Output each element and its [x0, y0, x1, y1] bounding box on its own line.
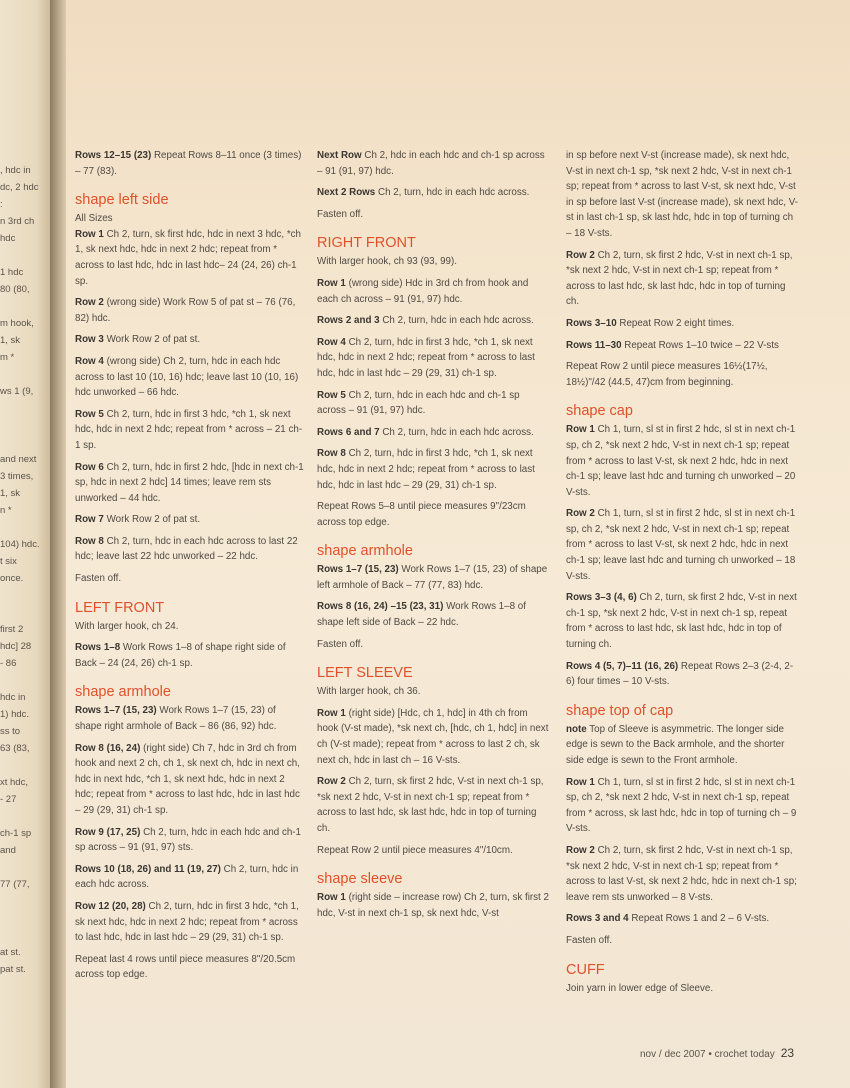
instruction-text: Work Rows 1–8 of shape right side of Back – 24 (24, 26) ch-1 sp. [75, 642, 286, 669]
prev-page-line: ch-1 sp [0, 828, 32, 839]
row-label: Rows 12–15 (23) [75, 150, 152, 161]
prev-page-line: 104) hdc. [0, 539, 40, 550]
row-label: Row 2 [566, 508, 595, 520]
section-heading: LEFT SLEEVE [317, 665, 413, 682]
instruction-paragraph [566, 248, 798, 310]
prev-page-line: n * [0, 505, 12, 516]
prev-page-line: 1, sk [0, 335, 21, 346]
instruction-text: (wrong side) Ch 2, turn, hdc in each hdc across to last 10 (10, 16) hdc; leave last 10 (10, 16) hdc unworked – 66 hdc. [75, 355, 299, 399]
instruction-paragraph [75, 512, 305, 528]
instruction-text: Fasten off. [317, 208, 364, 220]
row-label: Row 2 [317, 776, 346, 788]
row-label: Rows 1–7 (15, 23) [317, 564, 399, 576]
instruction-text: Ch 2, turn, sk first 2 hdc, V-st in next ch-1 sp, *sk next 2 hdc, V-st in next ch-1 sp; repeat from * across to last hdc, sk last hdc, hdc in top of turning ch. [317, 776, 544, 834]
instruction-text: With larger hook, ch 36. [317, 686, 421, 698]
instruction-paragraph [75, 148, 305, 179]
section-heading: shape top of cap [566, 702, 674, 719]
instruction-text: Ch 1, turn, sl st in first 2 hdc, sl st in next ch-1 sp, ch 2, *sk next 2 hdc, V-st in next ch-1 sp, repeat from * across, sk last hdc, hdc in top of turning ch – 9 V-sts. [566, 776, 797, 835]
instruction-paragraph [75, 534, 305, 565]
prev-page-line: pat st. [0, 964, 26, 975]
instruction-paragraph [75, 952, 305, 983]
instruction-text: With larger hook, ch 93 (93, 99). [317, 256, 457, 268]
instruction-text: Ch 2, turn, hdc in first 3 hdc, *ch 1, sk next hdc, hdc in next 2 hdc; repeat from * across to last hdc, hdc in last hdc – 29 (29, 31) ch-1 sp. [75, 900, 299, 944]
instruction-text: Ch 2, turn, sk first 2 hdc, V-st in next ch-1 sp, *sk next 2 hdc, V-st in next ch-1 sp, repeat from * across to last hdc, sk last hdc, hdc in top of turning ch. [566, 592, 797, 651]
row-label: Rows 11–30 [566, 339, 622, 351]
instruction-paragraph [75, 862, 305, 893]
prev-page-line: 80 (80, [0, 284, 30, 295]
row-label: Rows 4 (5, 7)–11 (16, 26) [566, 660, 679, 672]
instruction-text: Join yarn in lower edge of Sleeve. [566, 982, 714, 994]
prev-page-line: hdc [0, 233, 16, 244]
instruction-paragraph [566, 722, 798, 769]
row-label: Rows 2 and 3 [317, 315, 380, 327]
section-heading: shape armhole [75, 684, 171, 701]
row-label: Row 2 [75, 297, 104, 309]
instruction-text: Repeat Rows 1 and 2 – 6 V-sts. [628, 913, 770, 925]
instruction-text: Ch 2, turn, hdc in each hdc across to last 22 hdc; leave last 22 hdc unworked – 22 hdc. [75, 535, 298, 563]
prev-page-line: 1, sk [0, 488, 21, 499]
prev-page-line: ws 1 (9, [0, 386, 34, 397]
instruction-paragraph [75, 619, 305, 635]
instruction-paragraph [317, 276, 549, 307]
instruction-paragraph [317, 890, 549, 921]
instruction-text: Ch 2, turn, hdc in first 2 hdc, [hdc in next ch-1 sp, hdc in next 2 hdc] 14 times; leave rem sts unworked – 44 hdc. [75, 461, 304, 504]
section-heading: CUFF [566, 961, 605, 978]
instruction-paragraph [566, 843, 798, 905]
instruction-text: Ch 2, turn, sk first 2 hdc, V-st in next ch-1 sp, *sk next 2 hdc, V-st in next ch-1 sp; repeat from * across to last V-st, sk next 2 hdc, hdc in next ch-1 sp; leave rem sts unworked – 8 V-sts. [566, 844, 797, 903]
instruction-text: Ch 2, turn, hdc in each hdc across. [75, 863, 299, 891]
row-label: Row 2 [566, 844, 595, 856]
instruction-paragraph [317, 313, 549, 329]
instruction-paragraph [75, 295, 305, 326]
instruction-paragraph [317, 599, 549, 630]
instruction-text: Ch 2, turn, hdc in each hdc across. [375, 187, 530, 199]
instruction-text: (wrong side) Hdc in 3rd ch from hook and each ch across – 91 (91, 97) hdc. [317, 277, 529, 305]
instruction-text: Top of Sleeve is asymmetric. The longer side edge is sewn to the Back armhole, and the shorter side edge is sewn to the Front armhole. [566, 723, 785, 766]
row-label: Row 1 [317, 707, 346, 719]
row-label: Next Row [317, 150, 362, 161]
prev-page-line: 3 times, [0, 471, 34, 482]
instruction-paragraph [75, 825, 305, 856]
row-label: Row 6 [75, 461, 104, 473]
instruction-paragraph [75, 703, 305, 734]
size-note: All Sizes [75, 213, 113, 225]
page-number: 23 [780, 1046, 795, 1060]
prev-page-line: m hook, [0, 318, 34, 329]
instruction-text: Repeat last 4 rows until piece measures 8"/20.5cm across top edge. [75, 953, 296, 981]
section-heading: shape left side [75, 192, 169, 209]
row-label: Row 1 [317, 277, 346, 289]
row-label: Row 1 [566, 424, 595, 436]
instruction-paragraph [317, 774, 549, 836]
instruction-text: Repeat Rows 1–10 twice – 22 V-sts [621, 339, 779, 351]
row-label: Row 3 [75, 334, 104, 346]
instruction-text: (right side – increase row) Ch 2, turn, sk first 2 hdc, V-st in next ch-1 sp, sk next hdc, V-st [317, 892, 549, 919]
instruction-text: With larger hook, ch 24. [75, 620, 179, 632]
instruction-text: Repeat Rows 2–3 (2-4, 2-6) four times – 10 V-sts. [566, 660, 794, 688]
instruction-paragraph [317, 843, 549, 859]
row-label: Next 2 Rows [317, 187, 376, 199]
section-heading: LEFT FRONT [75, 599, 165, 616]
row-label: Row 8 [317, 448, 346, 460]
instruction-paragraph [566, 933, 798, 949]
row-label: Rows 1–7 (15, 23) [75, 705, 157, 717]
instruction-paragraph [317, 446, 549, 493]
row-label: Rows 6 and 7 [317, 426, 380, 438]
row-label: Row 1 [317, 892, 346, 904]
prev-page-line: ss to [0, 726, 21, 737]
instruction-text: Ch 2, turn, sk first hdc, hdc in next 3 hdc, *ch 1, sk next hdc, hdc in next 2 hdc; repeat from * across to last hdc, hdc in last hdc– 24 (24, 26) ch-1 sp. [75, 228, 301, 287]
instruction-text: Repeat Rows 5–8 until piece measures 9"/23cm across top edge. [317, 501, 526, 528]
instruction-text: Repeat Rows 8–11 once (3 times) – 77 (83). [75, 150, 302, 177]
section-heading: shape sleeve [317, 871, 403, 888]
instruction-text: Fasten off. [317, 638, 364, 650]
prev-page-line: xt hdc, [0, 777, 28, 788]
section-heading: shape cap [566, 403, 633, 420]
prev-page-line: n 3rd ch [0, 216, 35, 227]
page-footer [640, 1046, 794, 1060]
instruction-paragraph [75, 407, 305, 454]
instruction-paragraph [75, 460, 305, 507]
row-label: Rows 10 (18, 26) and 11 (19, 27) [75, 863, 221, 875]
instruction-paragraph [317, 388, 549, 419]
instruction-paragraph [317, 185, 549, 201]
instruction-text: Work Row 2 of pat st. [103, 514, 201, 526]
row-label: Row 8 [75, 535, 104, 547]
row-label: Rows 3 and 4 [566, 913, 629, 925]
prev-page-line: hdc] 28 [0, 641, 32, 652]
prev-page-line: - 86 [0, 658, 17, 669]
instruction-text: (right side) [Hdc, ch 1, hdc] in 4th ch from hook (V-st made), *sk next ch, [hdc, ch 1, hdc] in next ch (V-st made); repeat from * across to last 2 ch, sk next ch, hdc in last ch – 16 V-sts. [317, 707, 549, 766]
prev-page-line: 1) hdc. [0, 709, 30, 720]
instruction-paragraph [317, 254, 549, 270]
instruction-paragraph [75, 227, 305, 289]
instruction-text: in sp before next V-st (increase made), sk next hdc, V-st in next ch-1 sp, *sk next 2 hdc, V-st in next ch-1 sp; repeat from * across to last V-st, sk next hdc, V-st in sp before last V-st (increase made), sk next hdc, V-st in last ch-1 sp, sk last hdc, hdc in top of turning ch – 18 V-sts. [566, 150, 798, 239]
prev-page-line: 1 hdc [0, 267, 24, 278]
row-label: Row 8 (16, 24) [75, 742, 141, 754]
instruction-text: Fasten off. [75, 573, 122, 585]
instruction-text: Ch 2, turn, hdc in first 3 hdc, *ch 1, sk next hdc, hdc in next 2 hdc; repeat from * across – 21 ch-1 sp. [75, 408, 303, 451]
row-label: Row 4 [317, 336, 346, 348]
section-heading: RIGHT FRONT [317, 235, 416, 252]
row-label: Rows 1–8 [75, 642, 121, 654]
instruction-text: Ch 2, turn, hdc in each hdc across. [379, 426, 534, 438]
row-label: Row 5 [317, 389, 346, 401]
instruction-text: (wrong side) Work Row 5 of pat st – 76 (76, 82) hdc. [75, 297, 296, 324]
row-label: Row 7 [75, 514, 104, 526]
prev-page-line: m * [0, 352, 15, 363]
prev-page-line: hdc in [0, 692, 26, 703]
row-label: Row 12 (20, 28) [75, 900, 146, 912]
column-3 [566, 148, 798, 1002]
instruction-paragraph [566, 590, 798, 652]
row-label: Row 9 (17, 25) [75, 826, 141, 838]
instruction-paragraph [566, 506, 798, 584]
instruction-paragraph [566, 422, 798, 500]
prev-page-line: , hdc in [0, 165, 31, 176]
instruction-text: Ch 2, turn, sk first 2 hdc, V-st in next ch-1 sp, *sk next 2 hdc, V-st in next ch-1 sp; repeat from * across to last hdc, sk last hdc, hdc in top of turning ch. [566, 249, 793, 308]
instruction-paragraph [317, 562, 549, 593]
prev-page-line: 63 (83, [0, 743, 30, 754]
instruction-paragraph [317, 499, 549, 530]
row-label: Rows 8 (16, 24) –15 (23, 31) [317, 601, 444, 613]
instruction-paragraph [566, 775, 798, 837]
instruction-paragraph [75, 640, 305, 671]
row-label: Row 5 [75, 408, 104, 420]
instruction-text: Repeat Row 2 eight times. [616, 317, 735, 329]
column-2 [317, 148, 549, 927]
section-heading: shape armhole [317, 543, 413, 560]
instruction-paragraph [75, 571, 305, 587]
row-label: note [566, 723, 587, 735]
instruction-text: Ch 2, turn, hdc in first 3 hdc, *ch 1, sk next hdc, hdc in next 2 hdc; repeat from * across to last hdc, hdc in last hdc – 29 (29, 31) ch-1 sp. [317, 336, 535, 379]
column-1 [75, 148, 305, 989]
prev-page-line: t six [0, 556, 17, 567]
instruction-paragraph [566, 659, 798, 690]
prev-page-line: 77 (77, [0, 879, 30, 890]
instruction-text: Ch 2, turn, hdc in first 3 hdc, *ch 1, sk next hdc, hdc in next 2 hdc; repeat from * across to last hdc, hdc in last hdc – 29 (29, 31) ch-1 sp. [317, 448, 535, 491]
instruction-paragraph [317, 335, 549, 382]
instruction-text: Work Rows 1–7 (15, 23) of shape left armhole of Back – 77 (77, 83) hdc. [317, 564, 548, 591]
instruction-text: Ch 2, hdc in each hdc and ch-1 sp across – 91 (91, 97) hdc. [317, 150, 545, 177]
instruction-text: Repeat Row 2 until piece measures 4"/10cm. [317, 844, 513, 856]
row-label: Row 1 [566, 776, 595, 788]
row-label: Rows 3–10 [566, 317, 617, 329]
instruction-paragraph [566, 316, 798, 332]
instruction-paragraph [566, 911, 798, 927]
row-label: Row 1 [75, 228, 104, 240]
instruction-text: Fasten off. [566, 934, 613, 946]
instruction-paragraph [317, 684, 549, 700]
prev-page-line: once. [0, 573, 24, 584]
row-label: Rows 3–3 (4, 6) [566, 592, 637, 604]
instruction-paragraph [566, 148, 798, 242]
prev-page-line: dc, 2 hdc [0, 182, 39, 193]
instruction-paragraph [75, 354, 305, 401]
instruction-text: Ch 1, turn, sl st in first 2 hdc, sl st in next ch-1 sp, ch 2, *sk next 2 hdc, V-st in next ch-1 sp; repeat from * across to last V-st, sk next 2 hdc, hdc in next ch-1 sp; leave last hdc and turning ch unworked – 18 V-sts. [566, 508, 796, 582]
instruction-paragraph [75, 332, 305, 348]
instruction-paragraph [317, 207, 549, 223]
previous-page-edge [0, 0, 52, 1088]
instruction-paragraph [75, 741, 305, 819]
issue-label: nov / dec 2007 • crochet today [640, 1049, 775, 1060]
instruction-paragraph [317, 425, 549, 441]
instruction-text: Ch 1, turn, sl st in first 2 hdc, sl st in next ch-1 sp, ch 2, *sk next 2 hdc, V-st in next ch-1 sp; repeat from * across to last V-st, sk next 2 hdc, hdc in next ch-1 sp; leave last hdc and turning ch unworked – 20 V-sts. [566, 424, 796, 498]
prev-page-line: first 2 [0, 624, 24, 635]
prev-page-line: at st. [0, 947, 21, 958]
prev-page-line: and [0, 845, 16, 856]
instruction-text: Ch 2, turn, hdc in each hdc and ch-1 sp across – 91 (91, 97) sts. [75, 826, 302, 854]
instruction-text: Work Row 2 of pat st. [103, 334, 201, 346]
instruction-paragraph [317, 706, 549, 768]
instruction-text: Work Rows 1–7 (15, 23) of shape right armhole of Back – 86 (86, 92) hdc. [75, 705, 277, 733]
instruction-paragraph [566, 981, 798, 997]
prev-page-line: : [0, 199, 3, 210]
instruction-paragraph [317, 637, 549, 653]
instruction-text: Work Rows 1–8 of shape left side of Back – 22 hdc. [317, 601, 526, 629]
prev-page-line: and next [0, 454, 37, 465]
instruction-text: Ch 2, turn, hdc in each hdc and ch-1 sp across – 91 (91, 97) hdc. [317, 389, 520, 417]
instruction-text: Ch 2, turn, hdc in each hdc across. [379, 315, 534, 327]
instruction-paragraph [566, 359, 798, 390]
instruction-paragraph [75, 899, 305, 946]
row-label: Row 4 [75, 355, 104, 367]
instruction-paragraph [317, 148, 549, 179]
instruction-text: (right side) Ch 7, hdc in 3rd ch from hook and next 2 ch, ch 1, sk next ch, hdc in next ch, hdc in next hdc, *ch 1, sk next hdc, hdc in next 2 hdc; repeat from * across to last hdc, hdc in last hdc – 29 (29, 31) ch-1 sp. [75, 742, 300, 816]
prev-page-line: - 27 [0, 794, 17, 805]
instruction-text: Repeat Row 2 until piece measures 16½(17½, 18½)"/42 (44.5, 47)cm from beginning. [566, 361, 768, 388]
row-label: Row 2 [566, 249, 595, 261]
instruction-paragraph [566, 338, 798, 354]
